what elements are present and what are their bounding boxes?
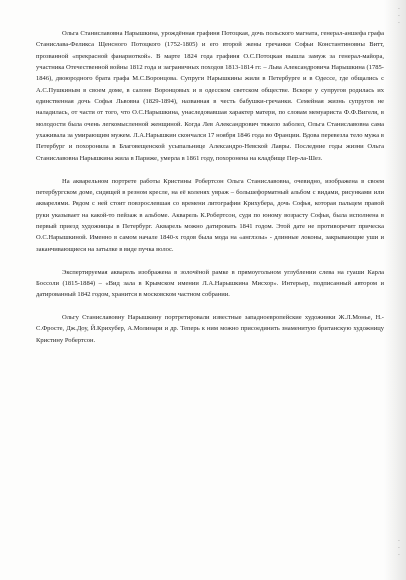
scan-binding-shadow bbox=[384, 0, 406, 580]
scan-edge-mark-top: · · · bbox=[398, 6, 400, 27]
paragraph-conclusion: Ольгу Станиславовну Нарышкину портретировали известные западноевропейские художники Ж.Л.Монье, Н.-С.Фросте, Дж.Доу, Й.Крихубер, А.Молинари и др. Теперь к ним можно присоединить знаменитую британскую художницу Кристину Робертсон. bbox=[36, 314, 384, 344]
paragraph-portrait-description: На акварельном портрете работы Кристины Робертсон Ольга Станиславовна, очевидно, изображена в своем петербургском доме, сидящей в резном кресле, на её коленях увраж – большеформатный альбом с видами, рисунками или акварелями. Рядом с ней стоит повзрослевшая со времени литографии Крихубера, дочь Софья, которая пальцем правой руки указывает на какой-то пейзаж в альбоме. Акварель К.Робертсон, судя по юному возрасту Софьи, была исполнена в первый приезд художницы в Петербург. Акварель можно датировать 1841 годом. Этой дате не противоречит прическа О.С.Нарышкиной. Именно в самом начале 1840-х годов была мода на «англэзы» - длинные локоны, закрывающие уши и заканчивающиеся на затылке в виде пучка волос. bbox=[36, 177, 384, 253]
scan-edge-mark-bottom: · · · bbox=[398, 538, 400, 559]
document-body bbox=[36, 28, 384, 346]
paragraph-gouache-interior: Экспертируемая акварель изображена в золочёной рамке в прямоугольном углублении слева на гуаши Карла Боссоли (1815-1884) – «Вид зала в Крымском имении Л.А.Нарышкина Мисхор». Интерьер, подписанный автором и датированный 1842 годом, хранится в московском частном собрании. bbox=[36, 268, 384, 299]
paragraph-biography: Ольга Станиславовна Нарышкина, урождённая графиня Потоцкая, дочь польского магната, генерал-аншефа графа Станислава-Феликса Щенсного Потоцкого (1752-1805) и его второй жены гречанки Софьи Константиновны Витт, прозванной «прекрасной фанариоткой». В марте 1824 года графиня О.С.Потоцкая вышла замуж за генерал-майора, участника Отечественной войны 1812 года и заграничных походов 1813-1814 гг. – Льва Александровича Нарышкина (1785-1846), двоюродного брата графа М.С.Воронцова. Супруги Нарышкины жили в Петербурге и в Одессе, где общались с А.С.Пушкиным в своем доме, в салоне Воронцовых и в одесском светском обществе. Вскоре у супругов родилась их единственная дочь Софья Львовна (1829-1894), названная в честь бабушки-гречанки. Семейная жизнь супругов не наладилась, от части от того, что О.С.Нарышкина, унаследовавшая характер матери, по словам мемуариста Ф.Ф.Вигеля, в молодости была очень легкомысленной женщиной. Когда Лев Александрович тяжело заболел, Ольга Станиславовна сама ухаживала за умирающим мужем. Л.А.Нарышкин скончался 17 ноября 1846 года во Франции. Вдова перевезла тело мужа в Петербург и похоронила в Благовещенской усыпальнице Александро-Невской Лавры. Последние годы жизни Ольга Станиславовна Нарышкина жила в Париже, умерла в 1861 году, похоронена на кладбище Пер-ла-Шез. bbox=[36, 30, 384, 162]
